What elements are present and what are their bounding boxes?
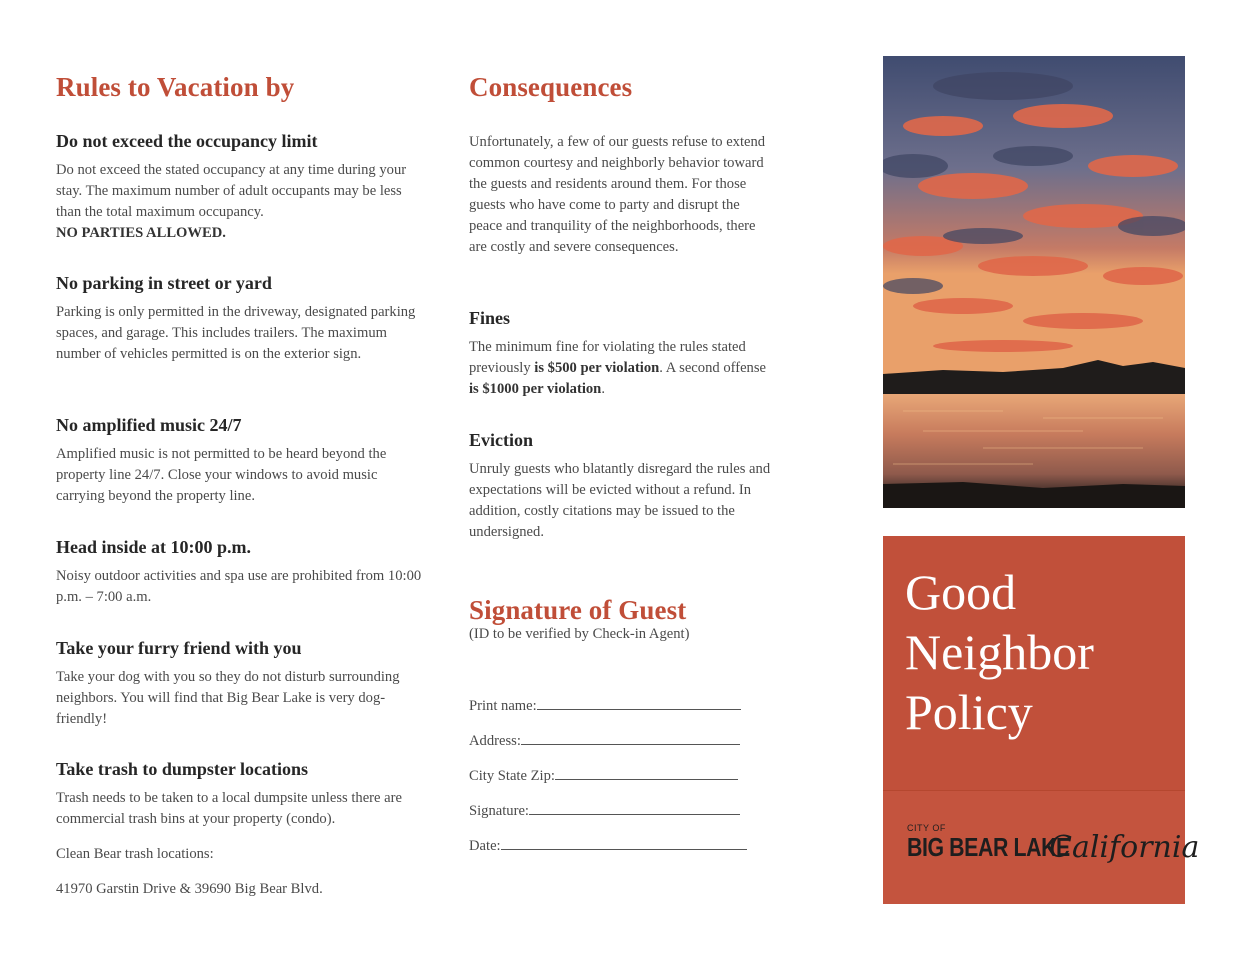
date-field[interactable] [469,835,747,855]
print-name-field[interactable] [469,695,741,715]
fines-text-part: . A second offense [659,360,767,376]
rules-heading: Rules to Vacation by [56,72,295,102]
signature-heading: Signature of Guest [469,595,687,625]
field-line[interactable] [521,730,740,745]
cover-title-line: Neighbor [905,624,1094,680]
rule-title-occupancy: Do not exceed the occupancy limit [56,131,318,151]
rule-title-pets: Take your furry friend with you [56,638,302,658]
field-label: City State Zip: [469,768,555,784]
signature-note: (ID to be verified by Check-in Agent) [469,626,690,642]
cover-title-line: Policy [905,684,1033,740]
rule-text-music: Amplified music is not permitted to be heard beyond the property line 24/7. Close your windows to avoid music carrying beyond the property line. [56,446,387,504]
rule-body: Do not exceed the stated occupancy at any time during your stay. The maximum number of adult occupants may be less than the total maximum occupancy. [56,162,407,220]
trash-locations: 41970 Garstin Drive & 39690 Big Bear Blvd. [56,881,323,897]
address-field[interactable] [469,730,740,750]
rule-text-parking: Parking is only permitted in the driveway, designated parking spaces, and garage. This includes trailers. The maximum number of vehicles permitted is on the exterior sign. [56,304,416,362]
field-line[interactable] [529,800,740,815]
sunset-lake-photo [883,56,1185,508]
field-label: Date: [469,838,501,854]
fines-text-part: The minimum fine for violating the rules stated previously [469,339,746,376]
rule-text-occupancy [56,160,428,244]
rule-title-parking: No parking in street or yard [56,273,272,293]
cover-title-line: Good [905,564,1017,620]
rule-text-quiet-hours: Noisy outdoor activities and spa use are prohibited from 10:00 p.m. – 7:00 a.m. [56,568,422,605]
fine-second-amount: is $1000 per violation [469,381,602,397]
logo-big-bear-lake: BIG BEAR LAKE [907,832,1070,862]
rule-title-quiet-hours: Head inside at 10:00 p.m. [56,537,252,557]
consequences-heading: Consequences [469,72,633,102]
logo-california: California [1049,830,1200,865]
fines-text-part: . [601,381,605,397]
field-line[interactable] [537,695,741,710]
fines-text [469,337,774,400]
field-line[interactable] [501,835,747,850]
city-state-zip-field[interactable] [469,765,738,785]
rule-text-trash: Trash needs to be taken to a local dumpsite unless there are commercial trash bins at your property (condo). [56,790,402,827]
signature-field[interactable] [469,800,740,820]
cover-title [905,562,1094,742]
field-label: Signature: [469,803,529,819]
rule-text-pets: Take your dog with you so they do not disturb surrounding neighbors. You will find that Big Bear Lake is very dog-friendly! [56,669,400,727]
eviction-title: Eviction [469,430,534,450]
cover-panel [883,536,1200,903]
rule-title-trash: Take trash to dumpster locations [56,759,309,779]
field-label: Address: [469,733,521,749]
field-line[interactable] [555,765,738,780]
logo-city-of: CITY OF [907,823,946,833]
consequences-intro: Unfortunately, a few of our guests refuse to extend common courtesy and neighborly behavior toward the guests and residents around them. For those guests who have come to party and disrupt the peace and tranquility of the neighborhoods, there are costly and severe consequences. [469,134,766,255]
fine-first-amount: is $500 per violation [534,360,660,376]
photo-illustration [883,56,1185,508]
fines-title: Fines [469,308,511,328]
rule-title-music: No amplified music 24/7 [56,415,242,435]
trash-locations-label: Clean Bear trash locations: [56,846,214,862]
rule-emphasis: NO PARTIES ALLOWED. [56,225,226,241]
field-label: Print name: [469,698,537,714]
eviction-text: Unruly guests who blatantly disregard the rules and expectations will be evicted without a refund. In addition, costly citations may be issued to the undersigned. [469,461,771,540]
